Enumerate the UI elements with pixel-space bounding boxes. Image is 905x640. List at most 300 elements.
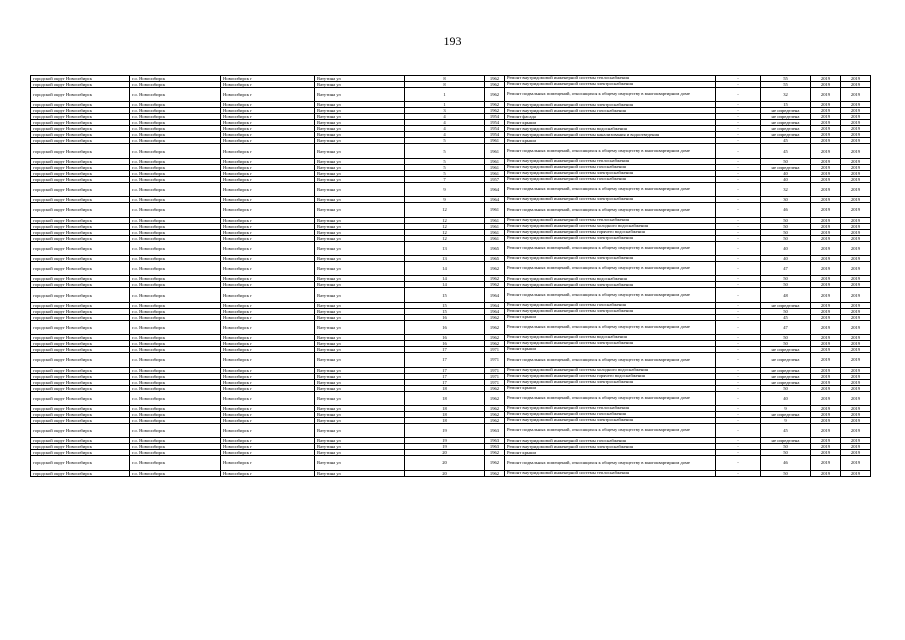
table-row (31, 391, 871, 405)
house-number-cell: 14 (405, 276, 485, 282)
city-cell: Новосибирск г (221, 276, 315, 282)
municipality-cell: городской округ Новосибирск (31, 417, 130, 423)
district-cell: г.о. Новосибирск (130, 176, 221, 182)
street-cell: Ватутина ул (315, 367, 405, 373)
table-row (31, 241, 871, 255)
district-cell: г.о. Новосибирск (130, 320, 221, 334)
dash-cell: - (716, 182, 761, 196)
dash-cell: - (716, 164, 761, 170)
municipality-cell: городской округ Новосибирск (31, 288, 130, 302)
work-type-cell: Ремонт внутридомовой инженерной системы электроснабжения (505, 282, 716, 288)
district-cell: г.о. Новосибирск (130, 126, 221, 132)
house-number-cell: 12 (405, 217, 485, 223)
street-cell: Ватутина ул (315, 347, 405, 353)
district-cell: г.о. Новосибирск (130, 132, 221, 138)
start-year-cell: 2019 (811, 367, 841, 373)
city-cell: Новосибирск г (221, 450, 315, 456)
house-number-cell: 12 (405, 203, 485, 217)
end-year-cell: 2019 (841, 385, 871, 391)
house-number-cell: 19 (405, 438, 485, 444)
city-cell: Новосибирск г (221, 229, 315, 235)
district-cell: г.о. Новосибирск (130, 341, 221, 347)
end-year-cell: 2019 (841, 302, 871, 308)
cost-cell: 40 (761, 241, 811, 255)
end-year-cell: 2019 (841, 76, 871, 82)
street-cell: Ватутина ул (315, 314, 405, 320)
dash-cell: - (716, 282, 761, 288)
house-number-cell: 4 (405, 120, 485, 126)
street-cell: Ватутина ул (315, 341, 405, 347)
end-year-cell: 2019 (841, 379, 871, 385)
end-year-cell: 2019 (841, 308, 871, 314)
street-cell: Ватутина ул (315, 158, 405, 164)
build-year-cell: 1964 (485, 197, 505, 203)
cost-cell: не определена (761, 114, 811, 120)
end-year-cell: 2019 (841, 203, 871, 217)
build-year-cell: 1961 (485, 170, 505, 176)
city-cell: Новосибирск г (221, 120, 315, 126)
dash-cell: - (716, 102, 761, 108)
end-year-cell: 2019 (841, 314, 871, 320)
end-year-cell: 2019 (841, 255, 871, 261)
dash-cell: - (716, 379, 761, 385)
city-cell: Новосибирск г (221, 385, 315, 391)
end-year-cell: 2019 (841, 120, 871, 126)
dash-cell: - (716, 217, 761, 223)
house-number-cell: 18 (405, 385, 485, 391)
city-cell: Новосибирск г (221, 164, 315, 170)
street-cell: Ватутина ул (315, 223, 405, 229)
district-cell: г.о. Новосибирск (130, 288, 221, 302)
cost-cell: 50 (761, 229, 811, 235)
build-year-cell: 1962 (485, 341, 505, 347)
street-cell: Ватутина ул (315, 405, 405, 411)
district-cell: г.о. Новосибирск (130, 379, 221, 385)
city-cell: Новосибирск г (221, 126, 315, 132)
street-cell: Ватутина ул (315, 450, 405, 456)
street-cell: Ватутина ул (315, 308, 405, 314)
street-cell: Ватутина ул (315, 229, 405, 235)
dash-cell: - (716, 353, 761, 367)
district-cell: г.о. Новосибирск (130, 456, 221, 470)
dash-cell: - (716, 276, 761, 282)
municipality-cell: городской округ Новосибирск (31, 302, 130, 308)
page-number: 193 (443, 34, 462, 48)
dash-cell: - (716, 261, 761, 275)
dash-cell: - (716, 114, 761, 120)
city-cell: Новосибирск г (221, 438, 315, 444)
work-type-cell: Ремонт внутридомовой инженерной системы теплоснабжения (505, 76, 716, 82)
build-year-cell: 1962 (485, 405, 505, 411)
end-year-cell: 2019 (841, 88, 871, 102)
municipality-cell: городской округ Новосибирск (31, 229, 130, 235)
start-year-cell: 2019 (811, 282, 841, 288)
end-year-cell: 2019 (841, 335, 871, 341)
work-type-cell: Ремонт подвальных помещений, относящихся к общему имуществу в многоквартирном доме (505, 353, 716, 367)
house-number-cell: 16 (405, 335, 485, 341)
district-cell: г.о. Новосибирск (130, 217, 221, 223)
build-year-cell: 1962 (485, 335, 505, 341)
house-number-cell: 15 (405, 308, 485, 314)
house-number-cell: 13 (405, 255, 485, 261)
start-year-cell: 2019 (811, 76, 841, 82)
start-year-cell: 2019 (811, 164, 841, 170)
street-cell: Ватутина ул (315, 241, 405, 255)
district-cell: г.о. Новосибирск (130, 417, 221, 423)
end-year-cell: 2019 (841, 450, 871, 456)
municipality-cell: городской округ Новосибирск (31, 76, 130, 82)
dash-cell: - (716, 417, 761, 423)
street-cell: Ватутина ул (315, 373, 405, 379)
house-number-cell: 16 (405, 314, 485, 320)
cost-cell: 47 (761, 320, 811, 334)
district-cell: г.о. Новосибирск (130, 302, 221, 308)
district-cell: г.о. Новосибирск (130, 385, 221, 391)
city-cell: Новосибирск г (221, 308, 315, 314)
start-year-cell: 2019 (811, 114, 841, 120)
work-type-cell: Ремонт крыши (505, 314, 716, 320)
house-number-cell: 16 (405, 341, 485, 347)
cost-cell: 40 (761, 170, 811, 176)
dash-cell: - (716, 288, 761, 302)
start-year-cell: 2019 (811, 411, 841, 417)
dash-cell: - (716, 82, 761, 88)
city-cell: Новосибирск г (221, 82, 315, 88)
city-cell: Новосибирск г (221, 255, 315, 261)
municipality-cell: городской округ Новосибирск (31, 438, 130, 444)
cost-cell: 50 (761, 217, 811, 223)
dash-cell: - (716, 470, 761, 476)
build-year-cell: 1965 (485, 255, 505, 261)
build-year-cell: 1962 (485, 88, 505, 102)
district-cell: г.о. Новосибирск (130, 261, 221, 275)
dash-cell: - (716, 235, 761, 241)
municipality-cell: городской округ Новосибирск (31, 88, 130, 102)
house-number-cell: 18 (405, 411, 485, 417)
build-year-cell: 1971 (485, 353, 505, 367)
start-year-cell: 2019 (811, 255, 841, 261)
house-number-cell: 13 (405, 241, 485, 255)
start-year-cell: 2019 (811, 88, 841, 102)
start-year-cell: 2019 (811, 314, 841, 320)
cost-cell: 45 (761, 423, 811, 437)
end-year-cell: 2019 (841, 320, 871, 334)
cost-cell: не определена (761, 353, 811, 367)
municipality-cell: городской округ Новосибирск (31, 367, 130, 373)
municipality-cell: городской округ Новосибирск (31, 132, 130, 138)
work-type-cell: Ремонт внутридомовой инженерной системы электроснабжения (505, 255, 716, 261)
table-row (31, 88, 871, 102)
work-type-cell: Ремонт внутридомовой инженерной системы горячего водоснабжения (505, 373, 716, 379)
district-cell: г.о. Новосибирск (130, 164, 221, 170)
cost-cell: 32 (761, 182, 811, 196)
dash-cell: - (716, 302, 761, 308)
house-number-cell: 12 (405, 235, 485, 241)
house-number-cell: 5 (405, 144, 485, 158)
build-year-cell: 1964 (485, 288, 505, 302)
city-cell: Новосибирск г (221, 170, 315, 176)
work-type-cell: Ремонт внутридомовой инженерной системы газоснабжения (505, 438, 716, 444)
work-type-cell: Ремонт внутридомовой инженерной системы теплоснабжения (505, 470, 716, 476)
house-number-cell: 4 (405, 132, 485, 138)
municipality-cell: городской округ Новосибирск (31, 126, 130, 132)
municipality-cell: городской округ Новосибирск (31, 347, 130, 353)
house-number-cell: 16 (405, 320, 485, 334)
street-cell: Ватутина ул (315, 282, 405, 288)
dash-cell: - (716, 320, 761, 334)
municipality-cell: городской округ Новосибирск (31, 450, 130, 456)
start-year-cell: 2019 (811, 417, 841, 423)
end-year-cell: 2019 (841, 138, 871, 144)
house-number-cell: 7 (405, 176, 485, 182)
municipality-cell: городской округ Новосибирск (31, 241, 130, 255)
end-year-cell: 2019 (841, 229, 871, 235)
municipality-cell: городской округ Новосибирск (31, 411, 130, 417)
start-year-cell: 2019 (811, 132, 841, 138)
end-year-cell: 2019 (841, 373, 871, 379)
build-year-cell: 1962 (485, 391, 505, 405)
start-year-cell: 2019 (811, 229, 841, 235)
build-year-cell: 1963 (485, 423, 505, 437)
street-cell: Ватутина ул (315, 288, 405, 302)
house-number-cell: 1 (405, 88, 485, 102)
work-type-cell: Ремонт подвальных помещений, относящихся к общему имуществу в многоквартирном доме (505, 88, 716, 102)
start-year-cell: 2019 (811, 261, 841, 275)
street-cell: Ватутина ул (315, 76, 405, 82)
street-cell: Ватутина ул (315, 320, 405, 334)
build-year-cell: 1962 (485, 82, 505, 88)
district-cell: г.о. Новосибирск (130, 367, 221, 373)
work-type-cell: Ремонт крыши (505, 138, 716, 144)
street-cell: Ватутина ул (315, 438, 405, 444)
start-year-cell: 2019 (811, 385, 841, 391)
city-cell: Новосибирск г (221, 176, 315, 182)
city-cell: Новосибирск г (221, 88, 315, 102)
cost-cell: 46 (761, 203, 811, 217)
work-type-cell: Ремонт внутридомовой инженерной системы водоснабжения (505, 276, 716, 282)
house-number-cell: 18 (405, 417, 485, 423)
street-cell: Ватутина ул (315, 108, 405, 114)
city-cell: Новосибирск г (221, 261, 315, 275)
city-cell: Новосибирск г (221, 144, 315, 158)
municipality-cell: городской округ Новосибирск (31, 144, 130, 158)
house-number-cell: 4 (405, 126, 485, 132)
city-cell: Новосибирск г (221, 335, 315, 341)
repair-schedule-table (30, 75, 871, 477)
cost-cell: не определена (761, 347, 811, 353)
municipality-cell: городской округ Новосибирск (31, 320, 130, 334)
build-year-cell: 1963 (485, 444, 505, 450)
table-row (31, 261, 871, 275)
start-year-cell: 2019 (811, 353, 841, 367)
work-type-cell: Ремонт подвальных помещений, относящихся к общему имуществу в многоквартирном доме (505, 203, 716, 217)
street-cell: Ватутина ул (315, 197, 405, 203)
table-row (31, 203, 871, 217)
cost-cell: не определена (761, 126, 811, 132)
dash-cell: - (716, 197, 761, 203)
cost-cell: не определена (761, 164, 811, 170)
city-cell: Новосибирск г (221, 405, 315, 411)
end-year-cell: 2019 (841, 144, 871, 158)
district-cell: г.о. Новосибирск (130, 158, 221, 164)
municipality-cell: городской округ Новосибирск (31, 82, 130, 88)
start-year-cell: 2019 (811, 120, 841, 126)
dash-cell: - (716, 367, 761, 373)
district-cell: г.о. Новосибирск (130, 223, 221, 229)
street-cell: Ватутина ул (315, 114, 405, 120)
municipality-cell: городской округ Новосибирск (31, 391, 130, 405)
cost-cell: 55 (761, 82, 811, 88)
cost-cell: 50 (761, 276, 811, 282)
municipality-cell: городской округ Новосибирск (31, 170, 130, 176)
start-year-cell: 2019 (811, 138, 841, 144)
start-year-cell: 2019 (811, 182, 841, 196)
city-cell: Новосибирск г (221, 456, 315, 470)
build-year-cell: 1962 (485, 314, 505, 320)
build-year-cell: 1954 (485, 132, 505, 138)
start-year-cell: 2019 (811, 126, 841, 132)
start-year-cell: 2019 (811, 347, 841, 353)
work-type-cell: Ремонт подвальных помещений, относящихся к общему имуществу в многоквартирном доме (505, 241, 716, 255)
district-cell: г.о. Новосибирск (130, 197, 221, 203)
end-year-cell: 2019 (841, 444, 871, 450)
district-cell: г.о. Новосибирск (130, 438, 221, 444)
dash-cell: - (716, 88, 761, 102)
house-number-cell: 17 (405, 353, 485, 367)
work-type-cell: Ремонт внутридомовой инженерной системы газоснабжения (505, 176, 716, 182)
street-cell: Ватутина ул (315, 391, 405, 405)
cost-cell: 50 (761, 450, 811, 456)
cost-cell: 40 (761, 391, 811, 405)
start-year-cell: 2019 (811, 170, 841, 176)
work-type-cell: Ремонт внутридомовой инженерной системы электроснабжения (505, 444, 716, 450)
district-cell: г.о. Новосибирск (130, 241, 221, 255)
work-type-cell: Ремонт внутридомовой инженерной системы теплоснабжения (505, 405, 716, 411)
district-cell: г.о. Новосибирск (130, 229, 221, 235)
work-type-cell: Ремонт подвальных помещений, относящихся к общему имуществу в многоквартирном доме (505, 182, 716, 196)
district-cell: г.о. Новосибирск (130, 138, 221, 144)
end-year-cell: 2019 (841, 282, 871, 288)
dash-cell: - (716, 450, 761, 456)
work-type-cell: Ремонт подвальных помещений, относящихся к общему имуществу в многоквартирном доме (505, 261, 716, 275)
start-year-cell: 2019 (811, 341, 841, 347)
municipality-cell: городской округ Новосибирск (31, 308, 130, 314)
start-year-cell: 2019 (811, 203, 841, 217)
municipality-cell: городской округ Новосибирск (31, 470, 130, 476)
work-type-cell: Ремонт подвальных помещений, относящихся к общему имуществу в многоквартирном доме (505, 288, 716, 302)
work-type-cell: Ремонт внутридомовой инженерной системы холодного водоснабжения (505, 223, 716, 229)
table-body (31, 76, 871, 477)
start-year-cell: 2019 (811, 223, 841, 229)
city-cell: Новосибирск г (221, 411, 315, 417)
cost-cell: 30 (761, 197, 811, 203)
dash-cell: - (716, 341, 761, 347)
house-number-cell: 14 (405, 282, 485, 288)
dash-cell: - (716, 255, 761, 261)
dash-cell: - (716, 138, 761, 144)
work-type-cell: Ремонт внутридомовой инженерной системы газоснабжения (505, 164, 716, 170)
house-number-cell: 15 (405, 288, 485, 302)
work-type-cell: Ремонт внутридомовой инженерной системы канализования и водоотведения (505, 132, 716, 138)
cost-cell: не определена (761, 108, 811, 114)
street-cell: Ватутина ул (315, 276, 405, 282)
dash-cell: - (716, 411, 761, 417)
city-cell: Новосибирск г (221, 197, 315, 203)
cost-cell: 50 (761, 470, 811, 476)
street-cell: Ватутина ул (315, 470, 405, 476)
build-year-cell: 1962 (485, 282, 505, 288)
work-type-cell: Ремонт подвальных помещений, относящихся к общему имуществу в многоквартирном доме (505, 144, 716, 158)
municipality-cell: городской округ Новосибирск (31, 353, 130, 367)
table-row (31, 456, 871, 470)
city-cell: Новосибирск г (221, 241, 315, 255)
city-cell: Новосибирск г (221, 391, 315, 405)
district-cell: г.о. Новосибирск (130, 170, 221, 176)
table-row (31, 182, 871, 196)
dash-cell: - (716, 176, 761, 182)
district-cell: г.о. Новосибирск (130, 114, 221, 120)
dash-cell: - (716, 126, 761, 132)
street-cell: Ватутина ул (315, 182, 405, 196)
city-cell: Новосибирск г (221, 158, 315, 164)
municipality-cell: городской округ Новосибирск (31, 423, 130, 437)
city-cell: Новосибирск г (221, 108, 315, 114)
house-number-cell: 5 (405, 158, 485, 164)
work-type-cell: Ремонт внутридомовой инженерной системы электроснабжения (505, 82, 716, 88)
house-number-cell: 5 (405, 170, 485, 176)
street-cell: Ватутина ул (315, 138, 405, 144)
end-year-cell: 2019 (841, 391, 871, 405)
work-type-cell: Ремонт внутридомовой инженерной системы водоснабжения (505, 335, 716, 341)
street-cell: Ватутина ул (315, 203, 405, 217)
build-year-cell: 1962 (485, 417, 505, 423)
cost-cell: 46 (761, 456, 811, 470)
start-year-cell: 2019 (811, 235, 841, 241)
end-year-cell: 2019 (841, 102, 871, 108)
city-cell: Новосибирск г (221, 417, 315, 423)
work-type-cell: Ремонт внутридомовой инженерной системы электроснабжения (505, 417, 716, 423)
start-year-cell: 2019 (811, 144, 841, 158)
district-cell: г.о. Новосибирск (130, 405, 221, 411)
house-number-cell: 5 (405, 164, 485, 170)
end-year-cell: 2019 (841, 438, 871, 444)
municipality-cell: городской округ Новосибирск (31, 341, 130, 347)
end-year-cell: 2019 (841, 341, 871, 347)
build-year-cell: 1961 (485, 235, 505, 241)
city-cell: Новосибирск г (221, 444, 315, 450)
district-cell: г.о. Новосибирск (130, 108, 221, 114)
city-cell: Новосибирск г (221, 217, 315, 223)
end-year-cell: 2019 (841, 197, 871, 203)
build-year-cell: 1971 (485, 373, 505, 379)
street-cell: Ватутина ул (315, 126, 405, 132)
dash-cell: - (716, 347, 761, 353)
start-year-cell: 2019 (811, 158, 841, 164)
dash-cell: - (716, 229, 761, 235)
build-year-cell: 1954 (485, 126, 505, 132)
end-year-cell: 2019 (841, 353, 871, 367)
municipality-cell: городской округ Новосибирск (31, 114, 130, 120)
house-number-cell: 20 (405, 456, 485, 470)
cost-cell: не определена (761, 411, 811, 417)
house-number-cell: 17 (405, 347, 485, 353)
build-year-cell: 1961 (485, 138, 505, 144)
end-year-cell: 2019 (841, 241, 871, 255)
street-cell: Ватутина ул (315, 456, 405, 470)
street-cell: Ватутина ул (315, 144, 405, 158)
build-year-cell: 1961 (485, 203, 505, 217)
house-number-cell: 4 (405, 114, 485, 120)
